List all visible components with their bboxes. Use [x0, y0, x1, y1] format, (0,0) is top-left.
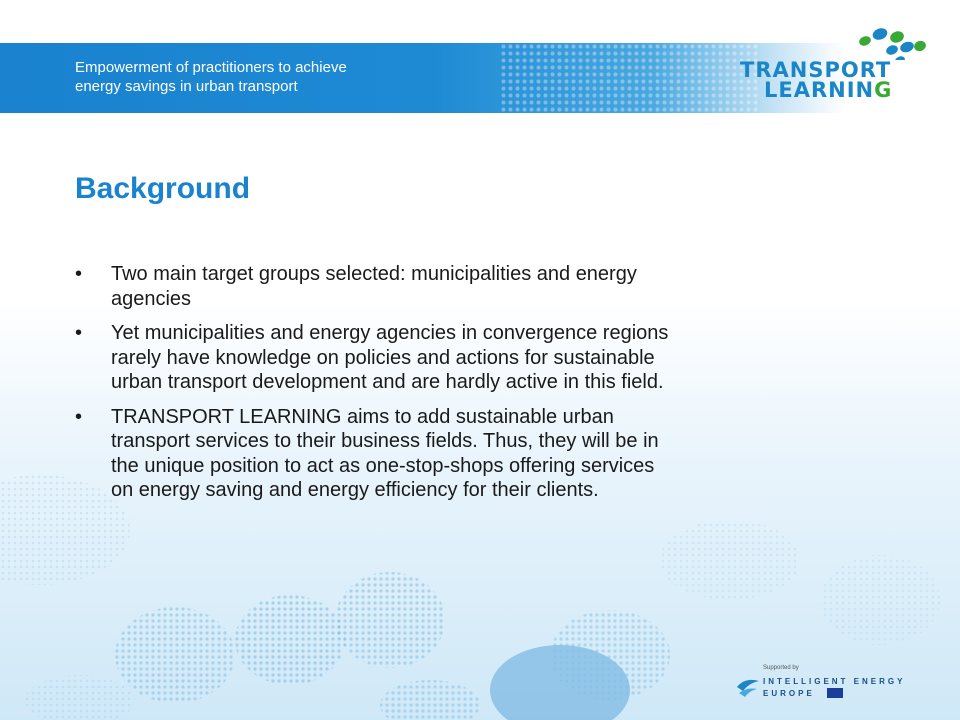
supported-by-text: Supported by	[763, 665, 799, 671]
bullet-item	[75, 321, 675, 395]
logo-line2-main: LEARNIN	[764, 78, 875, 102]
bullet-text: TRANSPORT LEARNING aims to add sustainable urban transport services to their business fields. Thus, they will be in the unique position to act as one-stop-shops offering services on energy saving and energy efficiency for their clients.	[111, 405, 659, 501]
slide-title: Background	[75, 172, 251, 205]
header-subtitle-line1: Empowerment of practitioners to achieve	[75, 59, 347, 76]
bullet-text: Two main target groups selected: municipalities and energy agencies	[111, 263, 637, 310]
logo-line2-accent: G	[874, 78, 893, 102]
eu-flag-icon	[827, 688, 843, 698]
footer-logo-line2: EUROPE	[763, 689, 815, 698]
bullet-list	[75, 262, 675, 513]
intelligent-energy-europe-logo	[735, 665, 935, 705]
bullet-marker: •	[75, 263, 83, 285]
transport-learning-logo	[740, 20, 940, 100]
logo-dots-icon	[740, 20, 940, 60]
bullet-text: Yet municipalities and energy agencies in convergence regions rarely have knowledge on policies and actions for sustainable urban transport development and are hardly active in this field.	[111, 322, 669, 393]
swoosh-icon	[735, 673, 761, 699]
logo-line1: TRANSPORT	[740, 58, 892, 82]
bullet-item	[75, 405, 675, 503]
bullet-marker: •	[75, 405, 83, 428]
logo-line2	[764, 78, 892, 102]
footer-logo-line1: INTELLIGENT ENERGY	[763, 677, 906, 686]
header-dot-pattern	[500, 43, 760, 113]
bullet-marker: •	[75, 322, 83, 344]
bullet-item	[75, 262, 675, 311]
header-subtitle-line2: energy savings in urban transport	[75, 78, 298, 95]
header-subtitle	[75, 58, 455, 96]
